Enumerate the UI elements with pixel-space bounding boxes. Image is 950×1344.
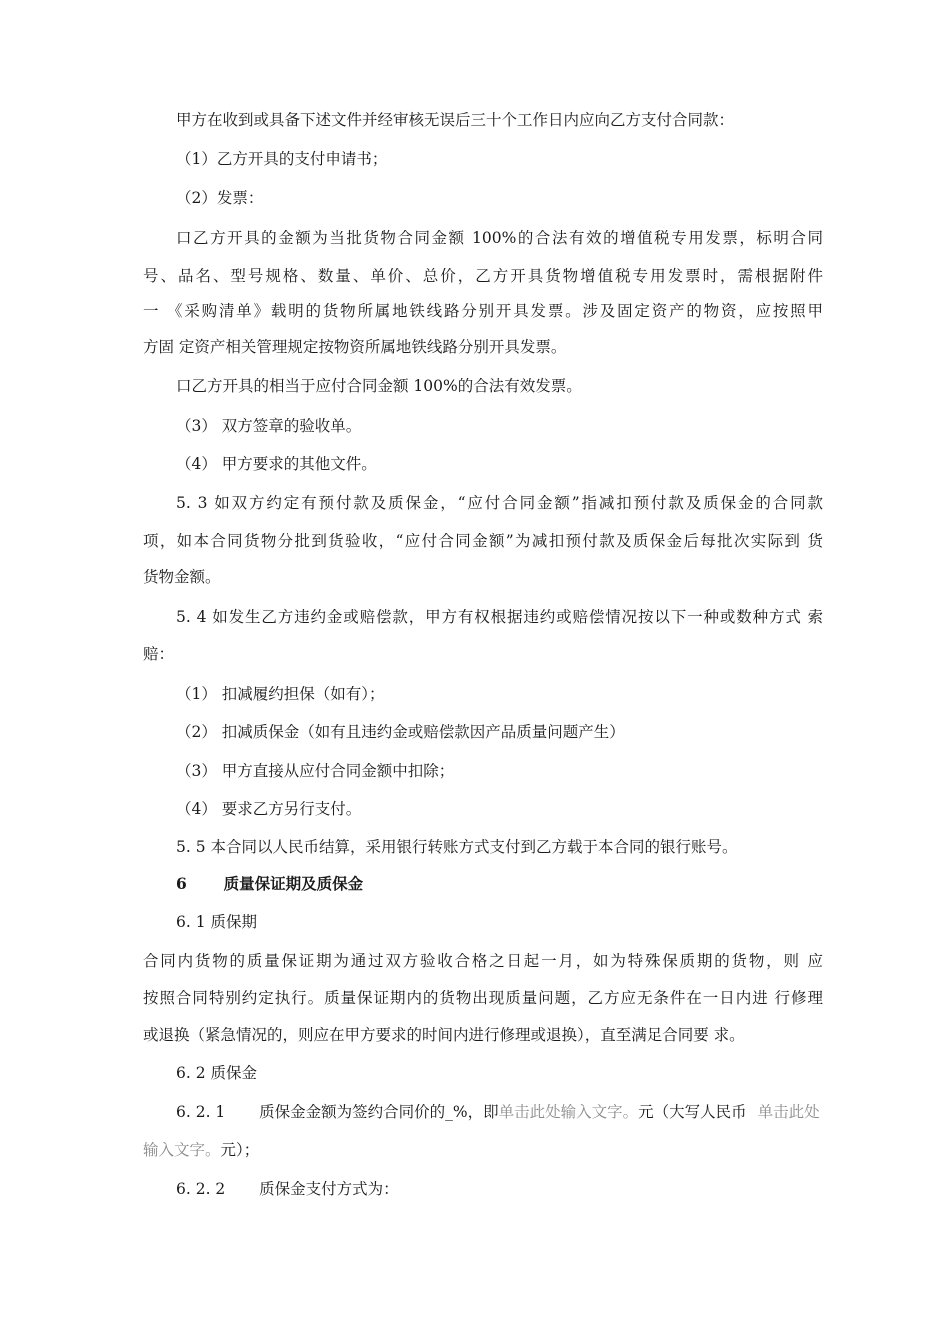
list-item: （4） 甲方要求的其他文件。 <box>176 455 377 473</box>
text-placeholder-field[interactable]: 输入文字。 <box>143 1141 221 1159</box>
section-title: 质量保证期及质保金 <box>223 874 364 893</box>
clause-number: 6. 2. 2 <box>176 1180 226 1198</box>
subsection-heading: 6. 1 质保期 <box>176 913 258 931</box>
paragraph-line: 方固 定资产相关管理规定按物资所属地铁线路分别开具发票。 <box>143 338 567 356</box>
paragraph-line: 货物金额。 <box>143 568 221 586</box>
paragraph-line: 号、品名、型号规格、数量、单价、总价，乙方开具货物增值税专用发票时，需根据附件 <box>143 267 823 285</box>
list-item: （2） 扣减质保金（如有且违约金或赔偿款因产品质量问题产生） <box>176 723 625 741</box>
clause-text: 质保金支付方式为： <box>259 1180 399 1198</box>
clause-number: 6. 2. 1 <box>176 1103 226 1121</box>
paragraph: 5. 5 本合同以人民币结算，采用银行转账方式支付到乙方载于本合同的银行账号。 <box>176 838 738 856</box>
clause-text: 质保金金额为签约合同价的_%，即 <box>259 1103 499 1121</box>
paragraph-line: 5. 3 如双方约定有预付款及质保金，“应付合同金额”指减扣预付款及质保金的合同款 <box>176 494 823 512</box>
clause-text: 元）； <box>220 1141 260 1159</box>
paragraph-line: 项，如本合同货物分批到货验收，“应付合同金额”为减扣预付款及质保金后每批次实际到 货 <box>143 532 823 550</box>
paragraph-line: 5. 4 如发生乙方违约金或赔偿款，甲方有权根据违约或赔偿情况按以下一种或数种方式 索 <box>176 608 823 626</box>
clause-line <box>176 1102 823 1122</box>
paragraph-line: 赔： <box>143 645 175 663</box>
paragraph-line: 合同内货物的质量保证期为通过双方验收合格之日起一月，如为特殊保质期的货物，则 应 <box>143 952 823 970</box>
paragraph-line: 一 《采购清单》载明的货物所属地铁线路分别开具发票。涉及固定资产的物资，应按照甲 <box>143 302 823 320</box>
text-placeholder-field[interactable]: 单击此处 <box>757 1103 820 1121</box>
clause-line <box>176 1179 823 1199</box>
paragraph: 口乙方开具的相当于应付合同金额 100%的合法有效发票。 <box>176 377 582 395</box>
list-item: （2）发票： <box>176 189 264 207</box>
subsection-heading: 6. 2 质保金 <box>176 1064 258 1082</box>
paragraph-line: 按照合同特别约定执行。质量保证期内的货物出现质量问题，乙方应无条件在一日内进 行修理 <box>143 989 823 1007</box>
list-item: （3） 甲方直接从应付合同金额中扣除； <box>176 762 455 780</box>
paragraph-line: 口乙方开具的金额为当批货物合同金额 100%的合法有效的增值税专用发票，标明合同 <box>176 229 823 247</box>
list-item: （1） 扣减履约担保（如有）； <box>176 685 385 703</box>
text-placeholder-field[interactable]: 单击此处输入文字。 <box>498 1103 639 1121</box>
list-item: （3） 双方签章的验收单。 <box>176 417 362 435</box>
list-item: （4） 要求乙方另行支付。 <box>176 800 362 818</box>
paragraph: 甲方在收到或具备下述文件并经审核无误后三十个工作日内应向乙方支付合同款： <box>176 111 735 129</box>
list-item: （1）乙方开具的支付申请书； <box>176 150 388 168</box>
section-number: 6 <box>176 874 187 893</box>
section-heading <box>176 874 823 894</box>
paragraph-line: 或退换（紧急情况的，则应在甲方要求的时间内进行修理或退换），直至满足合同要 求。 <box>143 1026 745 1044</box>
clause-text: 元（大写人民币 <box>638 1103 752 1121</box>
clause-line <box>143 1140 823 1160</box>
